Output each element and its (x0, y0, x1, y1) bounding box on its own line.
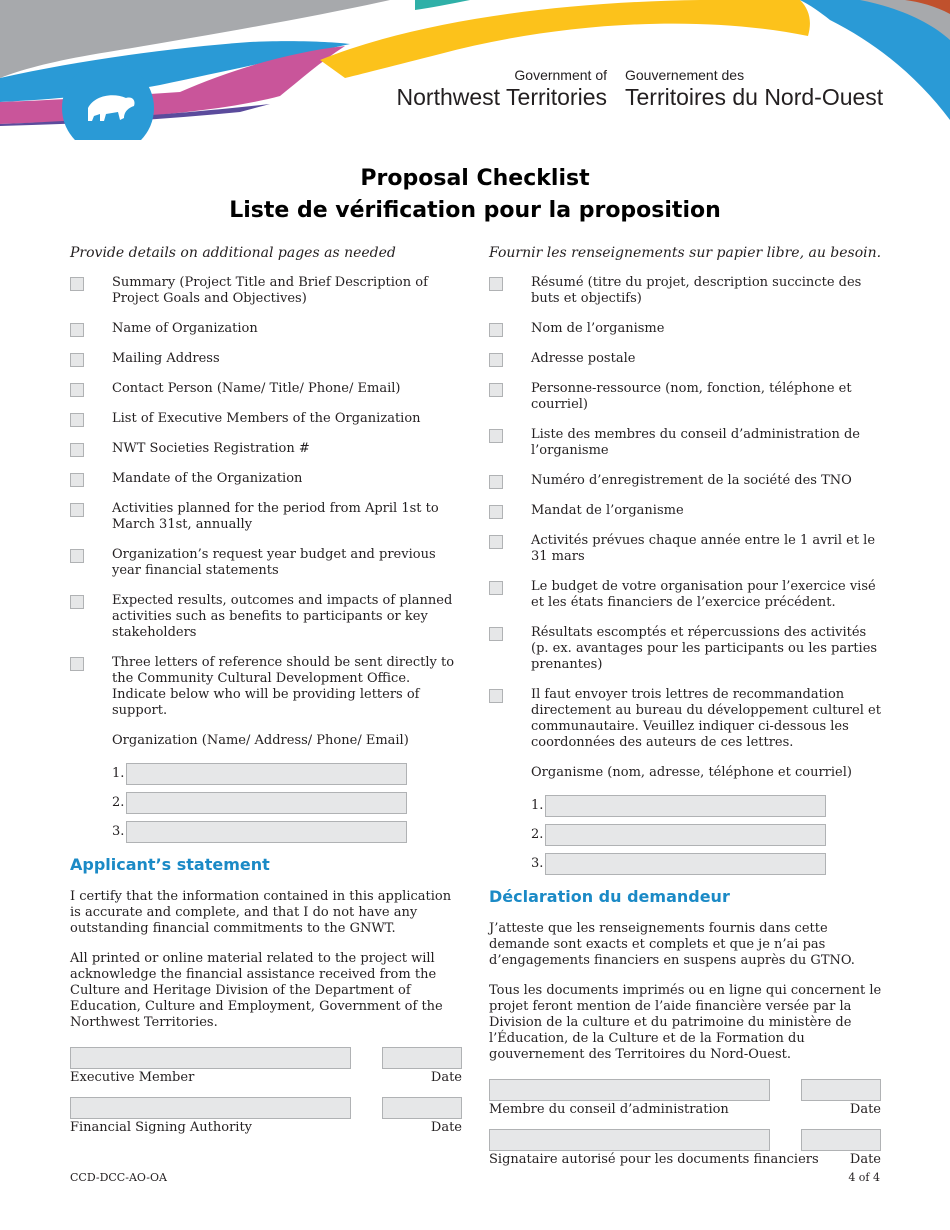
checklist-item-lettres (489, 687, 884, 751)
executive-member-date-field[interactable] (382, 1047, 462, 1069)
checkbox[interactable] (70, 595, 84, 609)
reference-row (531, 853, 884, 875)
executive-member-signature-field[interactable] (70, 1047, 351, 1069)
checklist-label: Mailing Address (112, 351, 220, 366)
page-title-french: Liste de vérification pour la proposition (229, 198, 721, 223)
checkbox[interactable] (489, 689, 503, 703)
checklist-label: Le budget de votre organisation pour l’exercice visé et les états financiers de l’exercice précédent. (531, 579, 876, 610)
checklist-item-contact-person (70, 381, 465, 397)
page-title-english: Proposal Checklist (360, 166, 590, 191)
signature-row-membre (489, 1079, 884, 1127)
checkbox[interactable] (70, 549, 84, 563)
page-number: 4 of 4 (848, 1171, 880, 1184)
checklist-item-resultats (489, 625, 884, 673)
reference-number: 1. (112, 766, 125, 781)
checklist-label: Résumé (titre du projet, description succincte des buts et objectifs) (531, 275, 862, 306)
banner-teal-swoosh (415, 0, 470, 10)
references-label: Organization (Name/ Address/ Phone/ Email) (112, 733, 409, 748)
checklist-item-mailing-address (70, 351, 465, 367)
checklist-label: List of Executive Members of the Organization (112, 411, 421, 426)
checkbox[interactable] (489, 353, 503, 367)
checklist-label: Il faut envoyer trois lettres de recommandation directement au bureau du développement culturel et communautaire. Veuillez indiquer ci-dessous les coordonnées des auteurs de ces lettres. (531, 687, 881, 750)
membre-signature-field[interactable] (489, 1079, 770, 1101)
statement-heading-english: Applicant’s statement (70, 855, 270, 874)
date-label: Date (849, 1102, 881, 1117)
reference-number: 3. (531, 856, 544, 871)
checkbox[interactable] (489, 627, 503, 641)
checklist-item-adresse (489, 351, 884, 367)
checkbox[interactable] (489, 535, 503, 549)
checkbox[interactable] (489, 581, 503, 595)
signature-row-signataire (489, 1129, 884, 1177)
signature-row-financial (70, 1097, 465, 1145)
statement-paragraph-1: J’atteste que les renseignements fournis dans cette demande sont exacts et complets et que je n’ai pas d’engagements financiers en suspens auprès du GTNO. (489, 921, 855, 968)
checkbox[interactable] (70, 383, 84, 397)
checkbox[interactable] (489, 277, 503, 291)
checklist-item-resume (489, 275, 884, 307)
executive-member-label: Executive Member (70, 1070, 195, 1085)
checkbox[interactable] (70, 413, 84, 427)
checklist-label: Contact Person (Name/ Title/ Phone/ Email) (112, 381, 401, 396)
reference-input-1[interactable] (126, 763, 407, 785)
gov-fr-line2: Territoires du Nord-Ouest (625, 84, 884, 110)
checklist-item-name (70, 321, 465, 337)
checklist-label: Numéro d’enregistrement de la société des TNO (531, 473, 852, 488)
checklist-item-activities (70, 501, 465, 533)
checklist-item-nom (489, 321, 884, 337)
checklist-label: Three letters of reference should be sent directly to the Community Cultural Development Office. Indicate below who will be providing letters of support. (112, 655, 455, 718)
english-column (70, 244, 465, 1145)
checkbox[interactable] (70, 443, 84, 457)
checklist-label: Activities planned for the period from April 1st to March 31st, annually (112, 501, 439, 532)
statement-heading-french: Déclaration du demandeur (489, 887, 730, 906)
checklist-item-budget (489, 579, 884, 611)
checkbox[interactable] (70, 503, 84, 517)
reference-input-2[interactable] (545, 824, 826, 846)
checklist-item-reference-letters (70, 655, 465, 719)
checklist-label: Adresse postale (531, 351, 636, 366)
checkbox[interactable] (489, 383, 503, 397)
reference-input-1[interactable] (545, 795, 826, 817)
reference-row (531, 795, 884, 817)
reference-number: 2. (531, 827, 544, 842)
form-code: CCD-DCC-AO-OA (70, 1171, 167, 1184)
checkbox[interactable] (70, 473, 84, 487)
financial-authority-date-field[interactable] (382, 1097, 462, 1119)
checklist-label: Name of Organization (112, 321, 258, 336)
checklist-label: Expected results, outcomes and impacts of planned activities such as benefits to participants or key stakeholders (112, 593, 453, 640)
reference-row (531, 824, 884, 846)
gov-en-line2: Northwest Territories (396, 84, 607, 110)
financial-authority-label: Financial Signing Authority (70, 1120, 253, 1135)
gov-fr-line1: Gouvernement des (625, 67, 745, 83)
signataire-signature-field[interactable] (489, 1129, 770, 1151)
checklist-label: Liste des membres du conseil d’administration de l’organisme (531, 427, 860, 458)
signataire-date-field[interactable] (801, 1129, 881, 1151)
signataire-label: Signataire autorisé pour les documents financiers (489, 1152, 819, 1167)
references-label: Organisme (nom, adresse, téléphone et courriel) (531, 765, 852, 780)
reference-number: 3. (112, 824, 125, 839)
membre-label: Membre du conseil d’administration (489, 1102, 729, 1117)
checklist-item-personne-ressource (489, 381, 884, 413)
reference-number: 2. (112, 795, 125, 810)
checklist-label: Activités prévues chaque année entre le 1 avril et le 31 mars (531, 533, 876, 564)
reference-input-3[interactable] (126, 821, 407, 843)
checklist-label: Mandat de l’organisme (531, 503, 684, 518)
checkbox[interactable] (70, 323, 84, 337)
checklist-label: Nom de l’organisme (531, 321, 665, 336)
statement-paragraph-2: All printed or online material related to the project will acknowledge the financial assistance received from the Culture and Heritage Division of the Department of Education, Culture and Employment, Government of the Northwest Territories. (70, 951, 443, 1030)
checkbox[interactable] (489, 323, 503, 337)
checkbox[interactable] (70, 277, 84, 291)
gov-name-english (397, 66, 607, 110)
date-label: Date (430, 1070, 462, 1085)
intro-note-english: Provide details on additional pages as needed (70, 245, 396, 261)
checkbox[interactable] (489, 505, 503, 519)
reference-row (112, 792, 465, 814)
french-column (489, 244, 884, 1177)
checklist-item-membres (489, 427, 884, 459)
checklist-item-expected-results (70, 593, 465, 641)
checkbox[interactable] (489, 429, 503, 443)
reference-row (112, 763, 465, 785)
signature-row-executive (70, 1047, 465, 1095)
checklist-item-mandat (489, 503, 884, 519)
gov-en-line1: Government of (514, 67, 607, 83)
date-label: Date (430, 1120, 462, 1135)
checkbox[interactable] (489, 475, 503, 489)
reference-input-3[interactable] (545, 853, 826, 875)
date-label: Date (849, 1152, 881, 1167)
checklist-item-mandate (70, 471, 465, 487)
checkbox[interactable] (70, 353, 84, 367)
checklist-label: Mandate of the Organization (112, 471, 303, 486)
checklist-item-executive-members (70, 411, 465, 427)
statement-paragraph-1: I certify that the information contained in this application is accurate and complete, and that I do not have any outstanding financial commitments to the GNWT. (70, 889, 452, 936)
checklist-item-summary (70, 275, 465, 307)
reference-input-2[interactable] (126, 792, 407, 814)
checklist-label: Personne-ressource (nom, fonction, téléphone et courriel) (531, 381, 852, 412)
reference-number: 1. (531, 798, 544, 813)
checklist-label: Organization’s request year budget and previous year financial statements (112, 547, 436, 578)
checklist-item-enregistrement (489, 473, 884, 489)
checkbox[interactable] (70, 657, 84, 671)
checklist-item-registration (70, 441, 465, 457)
membre-date-field[interactable] (801, 1079, 881, 1101)
checklist-item-activites (489, 533, 884, 565)
checklist-item-budget (70, 547, 465, 579)
checklist-label: NWT Societies Registration # (112, 441, 310, 456)
gov-name-french (625, 66, 883, 110)
financial-authority-signature-field[interactable] (70, 1097, 351, 1119)
checklist-label: Résultats escomptés et répercussions des activités (p. ex. avantages pour les participants ou les parties prenantes) (531, 625, 878, 672)
intro-note-french: Fournir les renseignements sur papier libre, au besoin. (489, 245, 882, 261)
reference-row (112, 821, 465, 843)
checklist-label: Summary (Project Title and Brief Description of Project Goals and Objectives) (112, 275, 428, 306)
statement-paragraph-2: Tous les documents imprimés ou en ligne qui concernent le projet feront mention de l’aide financière versée par la Division de la culture et du patrimoine du ministère de l’Éducation, de la Culture et de la Formation du gouvernement des Territoires du Nord-Ouest. (489, 983, 882, 1062)
